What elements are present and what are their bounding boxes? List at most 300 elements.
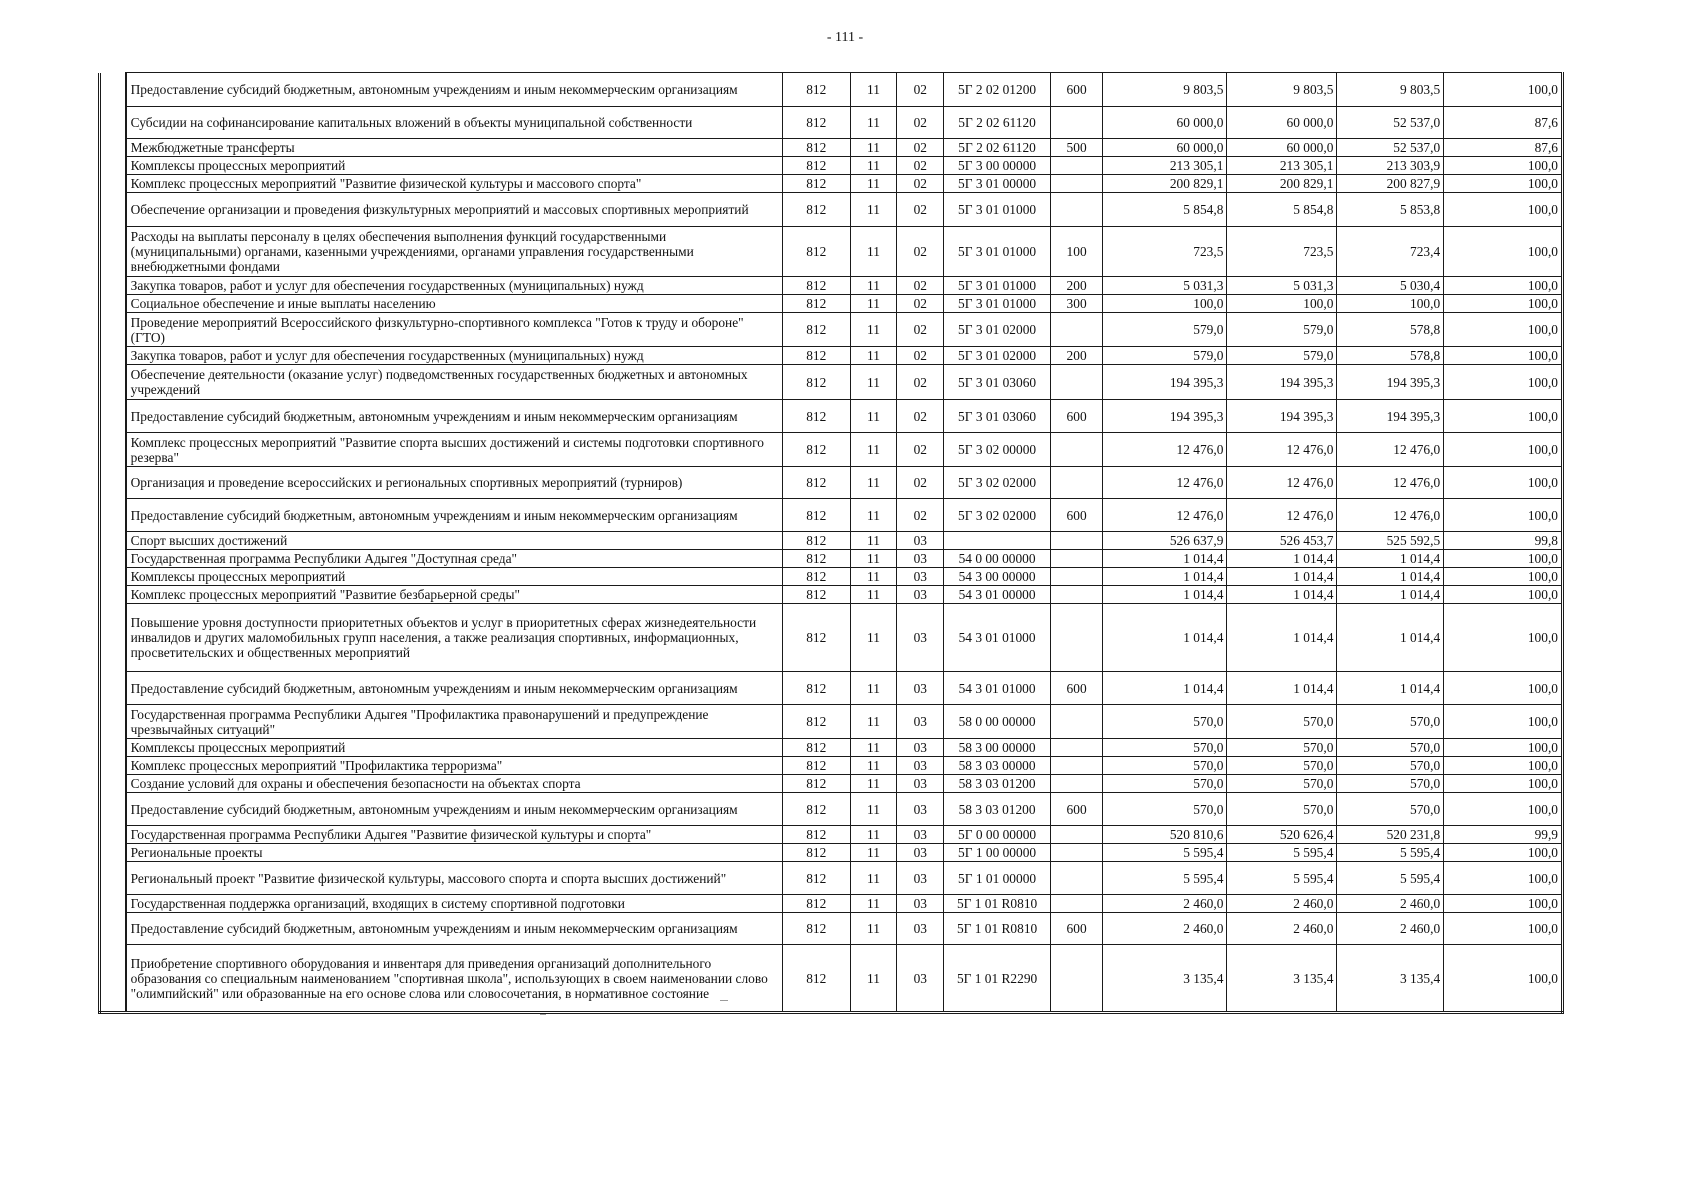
ministry-code: 812 bbox=[783, 277, 851, 295]
table-row bbox=[100, 672, 1563, 705]
target-article-code: 5Г 2 02 01200 bbox=[944, 73, 1051, 107]
value-executed: 578,8 bbox=[1337, 347, 1444, 365]
value-adjusted: 5 854,8 bbox=[1227, 193, 1337, 227]
section-code: 11 bbox=[850, 862, 897, 895]
row-name: Комплекс процессных мероприятий "Развитие физической культуры и массового спорта" bbox=[126, 175, 783, 193]
subsection-code: 02 bbox=[897, 175, 944, 193]
value-approved: 570,0 bbox=[1103, 739, 1227, 757]
percent-executed: 100,0 bbox=[1444, 73, 1563, 107]
expense-type-code: 600 bbox=[1050, 400, 1102, 433]
value-executed: 570,0 bbox=[1337, 739, 1444, 757]
section-code: 11 bbox=[850, 467, 897, 499]
value-approved: 1 014,4 bbox=[1103, 568, 1227, 586]
section-code: 11 bbox=[850, 532, 897, 550]
expense-type-code bbox=[1050, 775, 1102, 793]
row-name: Региональные проекты bbox=[126, 844, 783, 862]
expense-type-code bbox=[1050, 895, 1102, 913]
percent-executed: 100,0 bbox=[1444, 739, 1563, 757]
percent-executed: 100,0 bbox=[1444, 467, 1563, 499]
expense-type-code bbox=[1050, 844, 1102, 862]
value-adjusted: 2 460,0 bbox=[1227, 895, 1337, 913]
value-approved: 570,0 bbox=[1103, 775, 1227, 793]
section-code: 11 bbox=[850, 757, 897, 775]
row-gutter bbox=[100, 604, 126, 672]
value-executed: 570,0 bbox=[1337, 757, 1444, 775]
target-article-code: 5Г 0 00 00000 bbox=[944, 826, 1051, 844]
expense-type-code bbox=[1050, 433, 1102, 467]
row-name: Приобретение спортивного оборудования и инвентаря для приведения организаций дополнительного образования со специальным наименованием "спортивная школа", использующих в своем наименовании слово "олимпийский" или образованные на его основе слова или словосочетания, в нормативное состояние bbox=[126, 945, 783, 1013]
row-gutter bbox=[100, 672, 126, 705]
row-name: Обеспечение деятельности (оказание услуг) подведомственных государственных бюджетных и автономных учреждений bbox=[126, 365, 783, 400]
table-row bbox=[100, 586, 1563, 604]
table-row bbox=[100, 793, 1563, 826]
subsection-code: 03 bbox=[897, 757, 944, 775]
row-name: Предоставление субсидий бюджетным, автономным учреждениям и иным некоммерческим организациям bbox=[126, 73, 783, 107]
percent-executed: 100,0 bbox=[1444, 400, 1563, 433]
table-row bbox=[100, 467, 1563, 499]
subsection-code: 03 bbox=[897, 844, 944, 862]
ministry-code: 812 bbox=[783, 433, 851, 467]
section-code: 11 bbox=[850, 499, 897, 532]
row-gutter bbox=[100, 365, 126, 400]
value-executed: 5 853,8 bbox=[1337, 193, 1444, 227]
value-approved: 194 395,3 bbox=[1103, 365, 1227, 400]
subsection-code: 03 bbox=[897, 945, 944, 1013]
row-gutter bbox=[100, 862, 126, 895]
expense-type-code bbox=[1050, 365, 1102, 400]
row-gutter bbox=[100, 433, 126, 467]
percent-executed: 87,6 bbox=[1444, 139, 1563, 157]
table-row bbox=[100, 550, 1563, 568]
expense-type-code bbox=[1050, 313, 1102, 347]
value-executed: 194 395,3 bbox=[1337, 400, 1444, 433]
target-article-code: 58 3 03 01200 bbox=[944, 793, 1051, 826]
value-executed: 723,4 bbox=[1337, 227, 1444, 277]
expense-type-code bbox=[1050, 862, 1102, 895]
ministry-code: 812 bbox=[783, 227, 851, 277]
table-row bbox=[100, 739, 1563, 757]
subsection-code: 03 bbox=[897, 913, 944, 945]
ministry-code: 812 bbox=[783, 604, 851, 672]
subsection-code: 03 bbox=[897, 739, 944, 757]
row-gutter bbox=[100, 347, 126, 365]
section-code: 11 bbox=[850, 705, 897, 739]
row-name: Комплексы процессных мероприятий bbox=[126, 568, 783, 586]
ministry-code: 812 bbox=[783, 175, 851, 193]
percent-executed: 100,0 bbox=[1444, 844, 1563, 862]
value-approved: 579,0 bbox=[1103, 313, 1227, 347]
ministry-code: 812 bbox=[783, 895, 851, 913]
ministry-code: 812 bbox=[783, 775, 851, 793]
table-row bbox=[100, 295, 1563, 313]
section-code: 11 bbox=[850, 193, 897, 227]
value-executed: 100,0 bbox=[1337, 295, 1444, 313]
table-row bbox=[100, 913, 1563, 945]
target-article-code: 5Г 2 02 61120 bbox=[944, 139, 1051, 157]
percent-executed: 100,0 bbox=[1444, 775, 1563, 793]
target-article-code: 5Г 3 01 02000 bbox=[944, 347, 1051, 365]
value-adjusted: 1 014,4 bbox=[1227, 568, 1337, 586]
row-name: Комплексы процессных мероприятий bbox=[126, 739, 783, 757]
target-article-code: 54 3 00 00000 bbox=[944, 568, 1051, 586]
value-adjusted: 60 000,0 bbox=[1227, 107, 1337, 139]
table-row bbox=[100, 826, 1563, 844]
value-adjusted: 100,0 bbox=[1227, 295, 1337, 313]
target-article-code: 58 3 03 01200 bbox=[944, 775, 1051, 793]
expense-type-code bbox=[1050, 739, 1102, 757]
row-name: Организация и проведение всероссийских и региональных спортивных мероприятий (турниров) bbox=[126, 467, 783, 499]
expense-type-code bbox=[1050, 586, 1102, 604]
section-code: 11 bbox=[850, 175, 897, 193]
target-article-code: 5Г 3 01 03060 bbox=[944, 400, 1051, 433]
ministry-code: 812 bbox=[783, 365, 851, 400]
target-article-code: 5Г 1 01 R0810 bbox=[944, 913, 1051, 945]
value-approved: 60 000,0 bbox=[1103, 139, 1227, 157]
table-row bbox=[100, 400, 1563, 433]
value-executed: 3 135,4 bbox=[1337, 945, 1444, 1013]
value-adjusted: 12 476,0 bbox=[1227, 499, 1337, 532]
value-approved: 12 476,0 bbox=[1103, 467, 1227, 499]
subsection-code: 03 bbox=[897, 895, 944, 913]
percent-executed: 100,0 bbox=[1444, 793, 1563, 826]
target-article-code: 5Г 1 01 00000 bbox=[944, 862, 1051, 895]
subsection-code: 03 bbox=[897, 705, 944, 739]
expense-type-code bbox=[1050, 826, 1102, 844]
value-adjusted: 5 595,4 bbox=[1227, 844, 1337, 862]
subsection-code: 02 bbox=[897, 400, 944, 433]
ministry-code: 812 bbox=[783, 400, 851, 433]
value-approved: 570,0 bbox=[1103, 793, 1227, 826]
ministry-code: 812 bbox=[783, 844, 851, 862]
value-executed: 12 476,0 bbox=[1337, 499, 1444, 532]
expense-type-code bbox=[1050, 550, 1102, 568]
table-row bbox=[100, 157, 1563, 175]
section-code: 11 bbox=[850, 347, 897, 365]
target-article-code: 5Г 1 00 00000 bbox=[944, 844, 1051, 862]
value-executed: 2 460,0 bbox=[1337, 895, 1444, 913]
subsection-code: 03 bbox=[897, 775, 944, 793]
row-name: Межбюджетные трансферты bbox=[126, 139, 783, 157]
subsection-code: 03 bbox=[897, 793, 944, 826]
expense-type-code bbox=[1050, 757, 1102, 775]
expense-type-code bbox=[1050, 107, 1102, 139]
section-code: 11 bbox=[850, 157, 897, 175]
section-code: 11 bbox=[850, 295, 897, 313]
percent-executed: 100,0 bbox=[1444, 313, 1563, 347]
row-name: Закупка товаров, работ и услуг для обеспечения государственных (муниципальных) нужд bbox=[126, 347, 783, 365]
table-row bbox=[100, 775, 1563, 793]
table-row bbox=[100, 532, 1563, 550]
subsection-code: 02 bbox=[897, 73, 944, 107]
value-executed: 194 395,3 bbox=[1337, 365, 1444, 400]
table-row bbox=[100, 604, 1563, 672]
section-code: 11 bbox=[850, 365, 897, 400]
table-row bbox=[100, 277, 1563, 295]
table-row bbox=[100, 862, 1563, 895]
ministry-code: 812 bbox=[783, 672, 851, 705]
value-executed: 52 537,0 bbox=[1337, 107, 1444, 139]
target-article-code: 54 3 01 01000 bbox=[944, 604, 1051, 672]
ministry-code: 812 bbox=[783, 757, 851, 775]
ministry-code: 812 bbox=[783, 107, 851, 139]
table-row bbox=[100, 568, 1563, 586]
value-approved: 5 595,4 bbox=[1103, 862, 1227, 895]
value-executed: 1 014,4 bbox=[1337, 550, 1444, 568]
table-row bbox=[100, 193, 1563, 227]
value-approved: 1 014,4 bbox=[1103, 550, 1227, 568]
value-executed: 200 827,9 bbox=[1337, 175, 1444, 193]
ministry-code: 812 bbox=[783, 739, 851, 757]
subsection-code: 02 bbox=[897, 313, 944, 347]
value-adjusted: 1 014,4 bbox=[1227, 672, 1337, 705]
row-name: Предоставление субсидий бюджетным, автономным учреждениям и иным некоммерческим организациям bbox=[126, 913, 783, 945]
subsection-code: 03 bbox=[897, 862, 944, 895]
subsection-code: 02 bbox=[897, 499, 944, 532]
row-name: Комплексы процессных мероприятий bbox=[126, 157, 783, 175]
percent-executed: 100,0 bbox=[1444, 227, 1563, 277]
value-approved: 2 460,0 bbox=[1103, 913, 1227, 945]
ministry-code: 812 bbox=[783, 347, 851, 365]
table-row bbox=[100, 227, 1563, 277]
percent-executed: 100,0 bbox=[1444, 895, 1563, 913]
value-approved: 526 637,9 bbox=[1103, 532, 1227, 550]
row-gutter bbox=[100, 295, 126, 313]
table-row bbox=[100, 365, 1563, 400]
row-name: Обеспечение организации и проведения физкультурных мероприятий и массовых спортивных мероприятий bbox=[126, 193, 783, 227]
target-article-code bbox=[944, 532, 1051, 550]
value-approved: 12 476,0 bbox=[1103, 433, 1227, 467]
value-approved: 1 014,4 bbox=[1103, 586, 1227, 604]
value-adjusted: 579,0 bbox=[1227, 347, 1337, 365]
expense-type-code bbox=[1050, 604, 1102, 672]
row-name: Расходы на выплаты персоналу в целях обеспечения выполнения функций государственными (муниципальными) органами, казенными учреждениями, органами управления государственными внебюджетными фондами bbox=[126, 227, 783, 277]
subsection-code: 02 bbox=[897, 433, 944, 467]
row-gutter bbox=[100, 175, 126, 193]
row-name: Закупка товаров, работ и услуг для обеспечения государственных (муниципальных) нужд bbox=[126, 277, 783, 295]
target-article-code: 58 3 00 00000 bbox=[944, 739, 1051, 757]
target-article-code: 5Г 3 01 03060 bbox=[944, 365, 1051, 400]
subsection-code: 03 bbox=[897, 672, 944, 705]
section-code: 11 bbox=[850, 73, 897, 107]
expense-type-code bbox=[1050, 175, 1102, 193]
ministry-code: 812 bbox=[783, 295, 851, 313]
table-row bbox=[100, 844, 1563, 862]
row-gutter bbox=[100, 157, 126, 175]
expense-type-code bbox=[1050, 568, 1102, 586]
percent-executed: 100,0 bbox=[1444, 757, 1563, 775]
target-article-code: 5Г 3 01 02000 bbox=[944, 313, 1051, 347]
value-approved: 5 031,3 bbox=[1103, 277, 1227, 295]
ministry-code: 812 bbox=[783, 945, 851, 1013]
percent-executed: 100,0 bbox=[1444, 295, 1563, 313]
value-adjusted: 520 626,4 bbox=[1227, 826, 1337, 844]
value-approved: 9 803,5 bbox=[1103, 73, 1227, 107]
value-adjusted: 579,0 bbox=[1227, 313, 1337, 347]
expense-type-code: 600 bbox=[1050, 499, 1102, 532]
subsection-code: 02 bbox=[897, 277, 944, 295]
value-approved: 570,0 bbox=[1103, 705, 1227, 739]
value-adjusted: 570,0 bbox=[1227, 793, 1337, 826]
section-code: 11 bbox=[850, 227, 897, 277]
target-article-code: 58 0 00 00000 bbox=[944, 705, 1051, 739]
ministry-code: 812 bbox=[783, 313, 851, 347]
subsection-code: 02 bbox=[897, 227, 944, 277]
section-code: 11 bbox=[850, 107, 897, 139]
ministry-code: 812 bbox=[783, 913, 851, 945]
section-code: 11 bbox=[850, 277, 897, 295]
value-adjusted: 9 803,5 bbox=[1227, 73, 1337, 107]
row-name: Комплекс процессных мероприятий "Профилактика терроризма" bbox=[126, 757, 783, 775]
expense-type-code bbox=[1050, 157, 1102, 175]
value-executed: 1 014,4 bbox=[1337, 604, 1444, 672]
percent-executed: 100,0 bbox=[1444, 365, 1563, 400]
row-name: Комплекс процессных мероприятий "Развитие спорта высших достижений и системы подготовки спортивного резерва" bbox=[126, 433, 783, 467]
table-row bbox=[100, 313, 1563, 347]
expense-type-code: 600 bbox=[1050, 672, 1102, 705]
section-code: 11 bbox=[850, 895, 897, 913]
table-row bbox=[100, 499, 1563, 532]
value-approved: 570,0 bbox=[1103, 757, 1227, 775]
row-name: Государственная поддержка организаций, входящих в систему спортивной подготовки bbox=[126, 895, 783, 913]
row-name: Спорт высших достижений bbox=[126, 532, 783, 550]
value-approved: 60 000,0 bbox=[1103, 107, 1227, 139]
percent-executed: 100,0 bbox=[1444, 550, 1563, 568]
value-adjusted: 1 014,4 bbox=[1227, 604, 1337, 672]
subsection-code: 03 bbox=[897, 550, 944, 568]
subsection-code: 02 bbox=[897, 139, 944, 157]
target-article-code: 5Г 3 02 02000 bbox=[944, 499, 1051, 532]
scan-mark bbox=[540, 1014, 546, 1015]
table-row bbox=[100, 433, 1563, 467]
ministry-code: 812 bbox=[783, 157, 851, 175]
target-article-code: 58 3 03 00000 bbox=[944, 757, 1051, 775]
expense-type-code: 300 bbox=[1050, 295, 1102, 313]
expense-type-code: 200 bbox=[1050, 347, 1102, 365]
table-row bbox=[100, 107, 1563, 139]
row-name: Предоставление субсидий бюджетным, автономным учреждениям и иным некоммерческим организациям bbox=[126, 499, 783, 532]
value-executed: 12 476,0 bbox=[1337, 467, 1444, 499]
value-adjusted: 3 135,4 bbox=[1227, 945, 1337, 1013]
scan-mark bbox=[720, 1000, 728, 1001]
percent-executed: 100,0 bbox=[1444, 499, 1563, 532]
value-adjusted: 2 460,0 bbox=[1227, 913, 1337, 945]
percent-executed: 100,0 bbox=[1444, 862, 1563, 895]
target-article-code: 54 3 01 01000 bbox=[944, 672, 1051, 705]
value-adjusted: 570,0 bbox=[1227, 775, 1337, 793]
budget-table bbox=[98, 72, 1564, 1014]
row-name: Предоставление субсидий бюджетным, автономным учреждениям и иным некоммерческим организациям bbox=[126, 400, 783, 433]
section-code: 11 bbox=[850, 568, 897, 586]
percent-executed: 100,0 bbox=[1444, 433, 1563, 467]
section-code: 11 bbox=[850, 604, 897, 672]
subsection-code: 02 bbox=[897, 193, 944, 227]
row-gutter bbox=[100, 139, 126, 157]
subsection-code: 03 bbox=[897, 568, 944, 586]
subsection-code: 03 bbox=[897, 826, 944, 844]
row-name: Социальное обеспечение и иные выплаты населению bbox=[126, 295, 783, 313]
target-article-code: 5Г 3 00 00000 bbox=[944, 157, 1051, 175]
target-article-code: 5Г 3 02 02000 bbox=[944, 467, 1051, 499]
value-adjusted: 194 395,3 bbox=[1227, 365, 1337, 400]
value-adjusted: 12 476,0 bbox=[1227, 467, 1337, 499]
value-executed: 52 537,0 bbox=[1337, 139, 1444, 157]
row-name: Субсидии на софинансирование капитальных вложений в объекты муниципальной собственности bbox=[126, 107, 783, 139]
expense-type-code: 100 bbox=[1050, 227, 1102, 277]
value-adjusted: 1 014,4 bbox=[1227, 550, 1337, 568]
percent-executed: 100,0 bbox=[1444, 347, 1563, 365]
percent-executed: 100,0 bbox=[1444, 945, 1563, 1013]
row-gutter bbox=[100, 277, 126, 295]
subsection-code: 02 bbox=[897, 157, 944, 175]
target-article-code: 5Г 3 01 01000 bbox=[944, 193, 1051, 227]
value-approved: 5 854,8 bbox=[1103, 193, 1227, 227]
value-adjusted: 5 031,3 bbox=[1227, 277, 1337, 295]
value-executed: 5 595,4 bbox=[1337, 844, 1444, 862]
row-name: Региональный проект "Развитие физической культуры, массового спорта и спорта высших достижений" bbox=[126, 862, 783, 895]
value-adjusted: 213 305,1 bbox=[1227, 157, 1337, 175]
ministry-code: 812 bbox=[783, 705, 851, 739]
expense-type-code: 600 bbox=[1050, 913, 1102, 945]
value-executed: 570,0 bbox=[1337, 793, 1444, 826]
value-approved: 1 014,4 bbox=[1103, 672, 1227, 705]
table-row bbox=[100, 73, 1563, 107]
ministry-code: 812 bbox=[783, 193, 851, 227]
expense-type-code bbox=[1050, 467, 1102, 499]
value-adjusted: 200 829,1 bbox=[1227, 175, 1337, 193]
value-approved: 723,5 bbox=[1103, 227, 1227, 277]
value-approved: 520 810,6 bbox=[1103, 826, 1227, 844]
subsection-code: 02 bbox=[897, 107, 944, 139]
table-row bbox=[100, 895, 1563, 913]
table-row bbox=[100, 175, 1563, 193]
value-adjusted: 526 453,7 bbox=[1227, 532, 1337, 550]
percent-executed: 87,6 bbox=[1444, 107, 1563, 139]
ministry-code: 812 bbox=[783, 586, 851, 604]
row-gutter bbox=[100, 313, 126, 347]
row-gutter bbox=[100, 826, 126, 844]
section-code: 11 bbox=[850, 945, 897, 1013]
target-article-code: 5Г 2 02 61120 bbox=[944, 107, 1051, 139]
expense-type-code: 500 bbox=[1050, 139, 1102, 157]
value-executed: 5 595,4 bbox=[1337, 862, 1444, 895]
value-approved: 200 829,1 bbox=[1103, 175, 1227, 193]
value-adjusted: 570,0 bbox=[1227, 705, 1337, 739]
percent-executed: 100,0 bbox=[1444, 277, 1563, 295]
row-name: Государственная программа Республики Адыгея "Доступная среда" bbox=[126, 550, 783, 568]
value-executed: 2 460,0 bbox=[1337, 913, 1444, 945]
section-code: 11 bbox=[850, 739, 897, 757]
value-adjusted: 60 000,0 bbox=[1227, 139, 1337, 157]
row-gutter bbox=[100, 775, 126, 793]
value-approved: 2 460,0 bbox=[1103, 895, 1227, 913]
value-executed: 1 014,4 bbox=[1337, 568, 1444, 586]
percent-executed: 100,0 bbox=[1444, 705, 1563, 739]
value-executed: 213 303,9 bbox=[1337, 157, 1444, 175]
row-name: Предоставление субсидий бюджетным, автономным учреждениям и иным некоммерческим организациям bbox=[126, 793, 783, 826]
target-article-code: 5Г 3 01 01000 bbox=[944, 277, 1051, 295]
row-gutter bbox=[100, 586, 126, 604]
expense-type-code: 600 bbox=[1050, 73, 1102, 107]
expense-type-code: 600 bbox=[1050, 793, 1102, 826]
percent-executed: 99,8 bbox=[1444, 532, 1563, 550]
row-name: Предоставление субсидий бюджетным, автономным учреждениям и иным некоммерческим организациям bbox=[126, 672, 783, 705]
row-gutter bbox=[100, 705, 126, 739]
row-gutter bbox=[100, 757, 126, 775]
section-code: 11 bbox=[850, 139, 897, 157]
target-article-code: 5Г 1 01 R0810 bbox=[944, 895, 1051, 913]
ministry-code: 812 bbox=[783, 139, 851, 157]
target-article-code: 5Г 3 01 01000 bbox=[944, 227, 1051, 277]
